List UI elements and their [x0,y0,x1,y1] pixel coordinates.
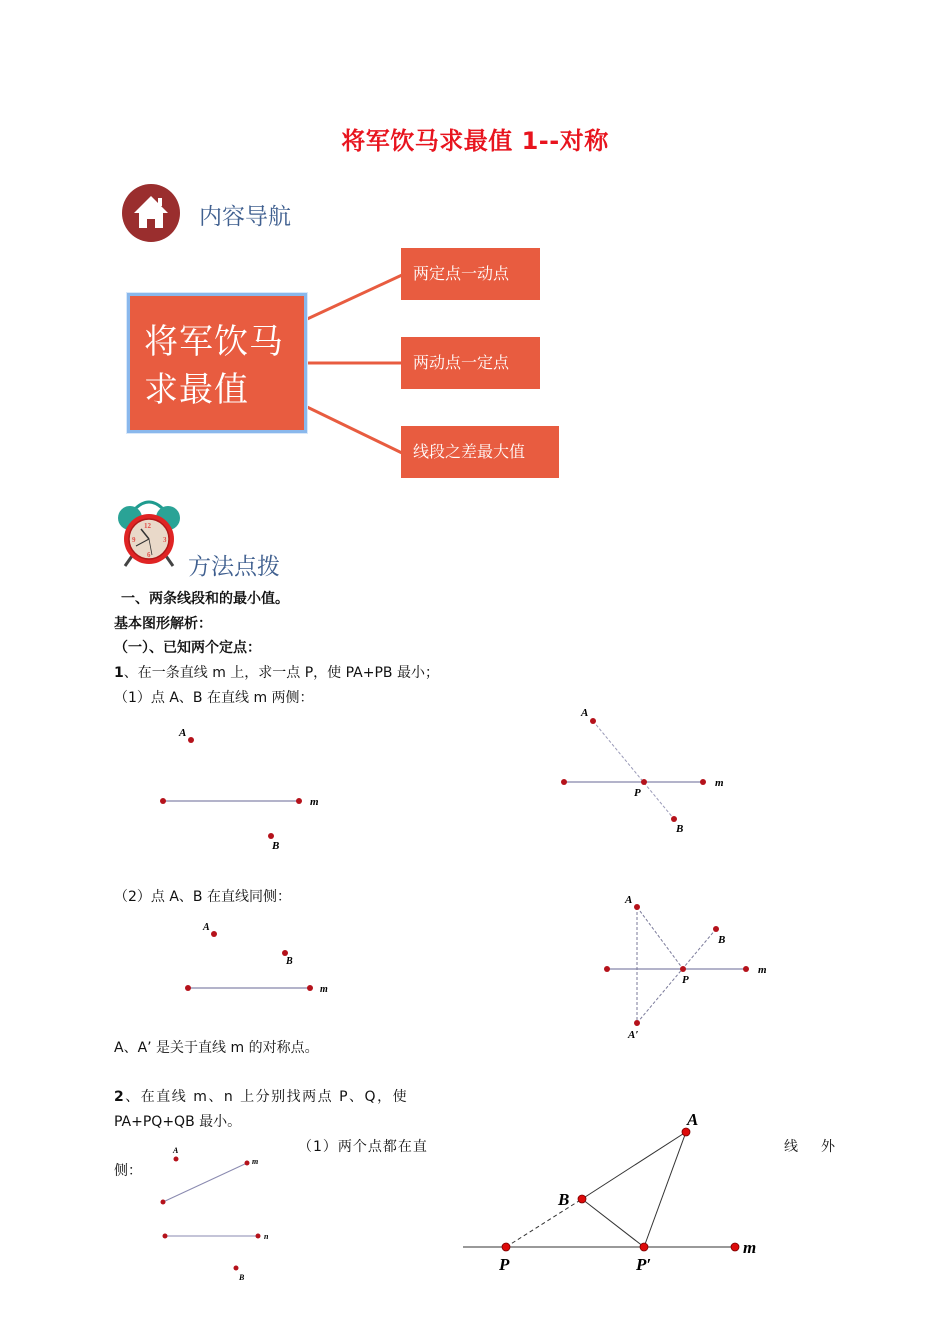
mindmap-root-line2: 求最值 [144,370,249,410]
label-P: P [499,1255,510,1274]
label-B: B [558,1190,570,1209]
mindmap-root-node [127,293,307,433]
label-B: B [272,840,280,852]
mindmap-branch-2: 两动点一定点 [401,337,540,389]
label-m: m [252,1157,259,1166]
svg-text:9: 9 [132,536,136,544]
figure-3-right [450,1100,850,1280]
item-2-case1-a: （1）两个点都在直 [298,1139,428,1155]
svg-text:12: 12 [144,522,151,530]
label-P: P [634,787,641,799]
label-P: P [682,974,689,986]
label-m: m [310,796,319,808]
item-1 [114,663,439,683]
label-B: B [286,956,293,967]
label-A: A [581,707,589,719]
label-A: A [625,894,633,906]
item-2-case1-d: 侧： [114,1163,142,1179]
svg-text:3: 3 [163,536,167,544]
label-m: m [715,777,724,789]
item-1-number: 1 [114,665,124,681]
label-m: m [758,964,767,976]
method-heading: 方法点拨 [188,554,280,580]
alarm-clock-icon [116,496,182,570]
label-A: A [203,922,210,933]
svg-text:6: 6 [147,551,151,559]
item-2-text: 、在直线 m、n 上分别找两点 P、Q，使 [125,1089,409,1105]
item-2-line2: PA+PQ+QB 最小。 [114,1114,242,1130]
label-B: B [239,1273,245,1282]
heading-two-segments: 一、两条线段和的最小值。 [121,591,289,607]
label-A: A [687,1110,699,1129]
figure-2-left [110,880,350,1005]
label-m: m [320,984,328,995]
label-n: n [264,1232,269,1241]
case-2-label: （2）点 A、B 在直线同侧： [114,889,291,905]
mindmap-branch-1: 两定点一动点 [401,248,540,300]
subheading-two-fixed-points: （一）、已知两个定点： [114,640,261,656]
figure-2-right [590,885,780,1045]
label-A: A [179,727,187,739]
label-P-prime: P′ [636,1255,652,1274]
figure-1-right [550,700,750,845]
item-2-case1-c: 外 [821,1139,835,1155]
label-A: A [173,1146,179,1155]
label-B: B [718,934,726,946]
item-2-case1-b: 线 [784,1139,798,1155]
nav-heading: 内容导航 [199,204,291,230]
figure-3-left [140,1140,290,1290]
label-B: B [676,823,684,835]
symmetric-note: A、A’ 是关于直线 m 的对称点。 [114,1040,319,1056]
mindmap-branch-3: 线段之差最大值 [401,426,559,478]
label-A-prime: A′ [628,1029,639,1041]
label-m: m [743,1238,757,1257]
figure-1-left [150,715,350,860]
item-1-text: 、在一条直线 m 上，求一点 P，使 PA+PB 最小； [123,665,439,681]
mindmap-root-line1: 将军饮马 [144,322,284,362]
case-1-label: （1）点 A、B 在直线 m 两侧： [114,690,314,706]
document-title: 将军饮马求最值 1--对称 [341,127,609,155]
item-2-number: 2 [114,1089,126,1105]
item-2-line1 [114,1087,408,1107]
basic-analysis-label: 基本图形解析： [114,616,212,632]
